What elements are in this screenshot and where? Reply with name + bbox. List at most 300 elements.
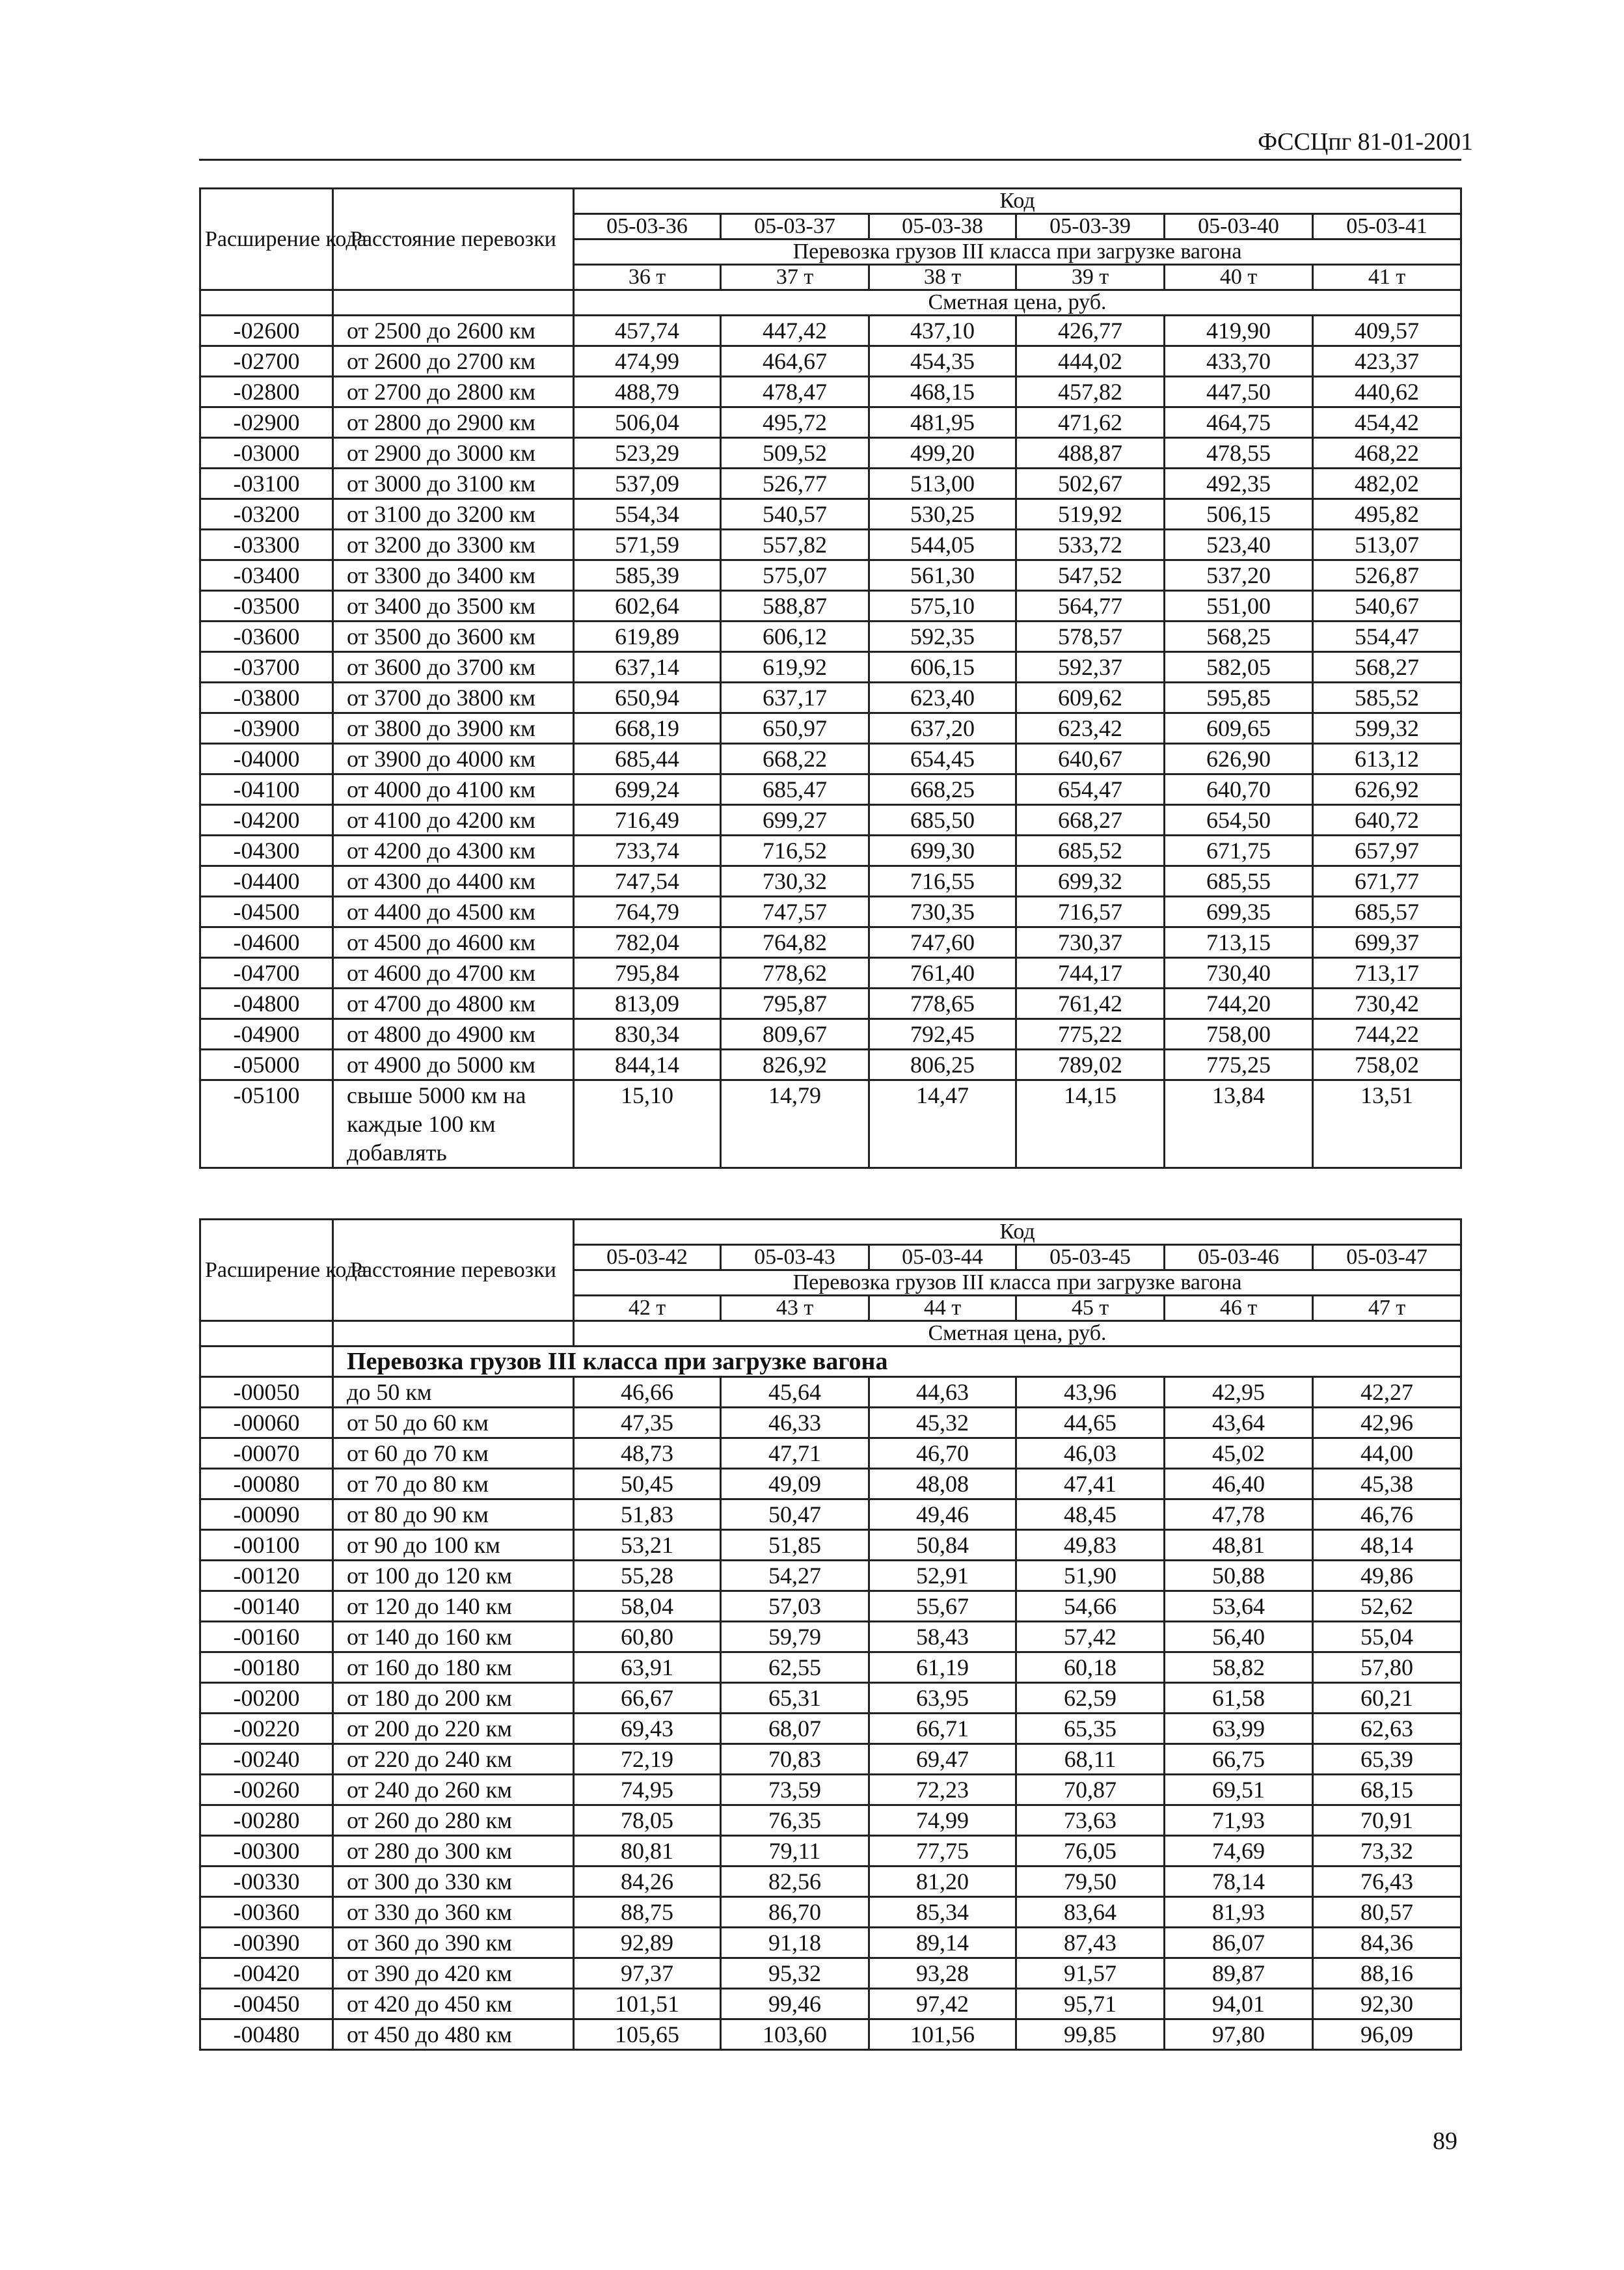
column-header-distance: Расстояние перевозки xyxy=(333,189,574,290)
price-label: Сметная цена, руб. xyxy=(574,290,1461,316)
tonnage-header: 42 т xyxy=(574,1296,721,1321)
price-cell: 685,50 xyxy=(869,805,1016,836)
price-cell: 58,04 xyxy=(574,1591,721,1622)
price-cell: 53,21 xyxy=(574,1530,721,1561)
price-cell: 540,67 xyxy=(1313,591,1461,622)
price-cell: 45,32 xyxy=(869,1408,1016,1438)
price-cell: 88,16 xyxy=(1313,1958,1461,1989)
price-cell: 73,63 xyxy=(1016,1805,1165,1836)
row-distance: от 180 до 200 км xyxy=(333,1683,574,1714)
header-row xyxy=(200,189,1461,214)
price-cell: 744,20 xyxy=(1165,989,1313,1019)
section-title: Перевозка грузов III класса при загрузке вагона xyxy=(333,1347,1461,1377)
price-cell: 55,04 xyxy=(1313,1622,1461,1652)
price-cell: 77,75 xyxy=(869,1836,1016,1867)
table-row xyxy=(200,1469,1461,1499)
table-row xyxy=(200,1805,1461,1836)
price-cell: 478,47 xyxy=(721,377,869,407)
price-cell: 70,91 xyxy=(1313,1805,1461,1836)
price-cell: 561,30 xyxy=(869,560,1016,591)
price-cell: 640,70 xyxy=(1165,774,1313,805)
table-row xyxy=(200,836,1461,866)
row-code: -05000 xyxy=(200,1050,333,1080)
row-code: -00300 xyxy=(200,1836,333,1867)
price-cell: 602,64 xyxy=(574,591,721,622)
price-cell: 72,23 xyxy=(869,1775,1016,1805)
row-code: -00080 xyxy=(200,1469,333,1499)
price-cell: 103,60 xyxy=(721,2019,869,2050)
row-distance: от 280 до 300 км xyxy=(333,1836,574,1867)
price-cell: 60,18 xyxy=(1016,1652,1165,1683)
table-row xyxy=(200,1989,1461,2019)
tonnage-header: 36 т xyxy=(574,265,721,290)
price-cell: 637,14 xyxy=(574,652,721,683)
price-cell: 73,32 xyxy=(1313,1836,1461,1867)
price-cell: 88,75 xyxy=(574,1897,721,1928)
row-code: -04200 xyxy=(200,805,333,836)
price-cell: 76,05 xyxy=(1016,1836,1165,1867)
price-cell: 716,55 xyxy=(869,866,1016,897)
price-cell: 623,40 xyxy=(869,683,1016,713)
price-cell: 699,32 xyxy=(1016,866,1165,897)
row-code: -00420 xyxy=(200,1958,333,1989)
price-cell: 66,71 xyxy=(869,1714,1016,1744)
price-cell: 551,00 xyxy=(1165,591,1313,622)
column-header-kod: Код xyxy=(574,189,1461,214)
price-cell: 101,51 xyxy=(574,1989,721,2019)
table-row xyxy=(200,927,1461,958)
row-distance: свыше 5000 км на каждые 100 км добавлять xyxy=(333,1080,574,1168)
row-distance: от 120 до 140 км xyxy=(333,1591,574,1622)
row-code: -04700 xyxy=(200,958,333,989)
price-cell: 50,84 xyxy=(869,1530,1016,1561)
price-cell: 637,20 xyxy=(869,713,1016,744)
price-cell: 60,21 xyxy=(1313,1683,1461,1714)
price-cell: 56,40 xyxy=(1165,1622,1313,1652)
table-row xyxy=(200,1836,1461,1867)
price-cell: 474,99 xyxy=(574,346,721,377)
row-distance: от 4600 до 4700 км xyxy=(333,958,574,989)
price-cell: 609,62 xyxy=(1016,683,1165,713)
price-table-1 xyxy=(199,187,1462,1169)
row-code: -00280 xyxy=(200,1805,333,1836)
price-cell: 47,71 xyxy=(721,1438,869,1469)
price-cell: 464,75 xyxy=(1165,407,1313,438)
price-cell: 105,65 xyxy=(574,2019,721,2050)
price-cell: 51,85 xyxy=(721,1530,869,1561)
table-row xyxy=(200,1714,1461,1744)
row-code: -00360 xyxy=(200,1897,333,1928)
price-cell: 454,42 xyxy=(1313,407,1461,438)
row-distance: от 420 до 450 км xyxy=(333,1989,574,2019)
price-cell: 44,65 xyxy=(1016,1408,1165,1438)
row-code: -00390 xyxy=(200,1928,333,1958)
price-cell: 68,15 xyxy=(1313,1775,1461,1805)
price-cell: 99,85 xyxy=(1016,2019,1165,2050)
price-cell: 85,34 xyxy=(869,1897,1016,1928)
price-cell: 97,42 xyxy=(869,1989,1016,2019)
row-distance: от 200 до 220 км xyxy=(333,1714,574,1744)
price-cell: 69,51 xyxy=(1165,1775,1313,1805)
price-cell: 585,39 xyxy=(574,560,721,591)
price-cell: 668,27 xyxy=(1016,805,1165,836)
price-cell: 495,82 xyxy=(1313,499,1461,530)
table-row xyxy=(200,774,1461,805)
row-distance: от 4700 до 4800 км xyxy=(333,989,574,1019)
price-cell: 76,43 xyxy=(1313,1867,1461,1897)
price-cell: 63,99 xyxy=(1165,1714,1313,1744)
row-code: -04900 xyxy=(200,1019,333,1050)
price-cell: 78,05 xyxy=(574,1805,721,1836)
table-row xyxy=(200,1897,1461,1928)
price-cell: 96,09 xyxy=(1313,2019,1461,2050)
row-distance: до 50 км xyxy=(333,1377,574,1408)
section-row xyxy=(200,1347,1461,1377)
price-cell: 650,97 xyxy=(721,713,869,744)
price-cell: 433,70 xyxy=(1165,346,1313,377)
price-cell: 657,97 xyxy=(1313,836,1461,866)
row-code: -00480 xyxy=(200,2019,333,2050)
row-code: -04800 xyxy=(200,989,333,1019)
blank-cell xyxy=(200,1321,333,1347)
price-cell: 50,88 xyxy=(1165,1561,1313,1591)
price-cell: 699,24 xyxy=(574,774,721,805)
price-cell: 626,90 xyxy=(1165,744,1313,774)
row-code: -00330 xyxy=(200,1867,333,1897)
row-code: -03500 xyxy=(200,591,333,622)
price-cell: 671,75 xyxy=(1165,836,1313,866)
price-cell: 58,82 xyxy=(1165,1652,1313,1683)
code-header: 05-03-43 xyxy=(721,1245,869,1270)
price-cell: 46,70 xyxy=(869,1438,1016,1469)
row-distance: от 450 до 480 км xyxy=(333,2019,574,2050)
header-rule xyxy=(199,159,1461,161)
table-row xyxy=(200,591,1461,622)
price-cell: 78,14 xyxy=(1165,1867,1313,1897)
price-cell: 49,83 xyxy=(1016,1530,1165,1561)
price-cell: 499,20 xyxy=(869,438,1016,469)
price-cell: 71,93 xyxy=(1165,1805,1313,1836)
row-distance: от 220 до 240 км xyxy=(333,1744,574,1775)
table-row xyxy=(200,316,1461,346)
price-cell: 523,29 xyxy=(574,438,721,469)
tonnage-header: 43 т xyxy=(721,1296,869,1321)
price-cell: 540,57 xyxy=(721,499,869,530)
price-cell: 69,47 xyxy=(869,1744,1016,1775)
price-cell: 76,35 xyxy=(721,1805,869,1836)
price-cell: 782,04 xyxy=(574,927,721,958)
price-cell: 95,71 xyxy=(1016,1989,1165,2019)
row-code: -04400 xyxy=(200,866,333,897)
price-cell: 778,65 xyxy=(869,989,1016,1019)
table-row xyxy=(200,1744,1461,1775)
price-cell: 526,77 xyxy=(721,469,869,499)
row-distance: от 140 до 160 км xyxy=(333,1622,574,1652)
row-distance: от 4000 до 4100 км xyxy=(333,774,574,805)
row-code: -00260 xyxy=(200,1775,333,1805)
price-cell: 454,35 xyxy=(869,346,1016,377)
price-cell: 66,67 xyxy=(574,1683,721,1714)
row-distance: от 3800 до 3900 км xyxy=(333,713,574,744)
code-header: 05-03-38 xyxy=(869,214,1016,239)
price-cell: 468,22 xyxy=(1313,438,1461,469)
price-cell: 685,44 xyxy=(574,744,721,774)
row-distance: от 2600 до 2700 км xyxy=(333,346,574,377)
price-cell: 730,42 xyxy=(1313,989,1461,1019)
table-row xyxy=(200,1591,1461,1622)
price-cell: 83,64 xyxy=(1016,1897,1165,1928)
row-code: -03600 xyxy=(200,622,333,652)
blank-cell xyxy=(200,1347,333,1377)
price-cell: 716,49 xyxy=(574,805,721,836)
header-row-price xyxy=(200,1321,1461,1347)
price-cell: 775,22 xyxy=(1016,1019,1165,1050)
row-distance: от 260 до 280 км xyxy=(333,1805,574,1836)
row-distance: от 90 до 100 км xyxy=(333,1530,574,1561)
price-cell: 575,07 xyxy=(721,560,869,591)
row-code: -00090 xyxy=(200,1499,333,1530)
table-row xyxy=(200,2019,1461,2050)
price-cell: 69,43 xyxy=(574,1714,721,1744)
row-code: -04600 xyxy=(200,927,333,958)
price-cell: 84,36 xyxy=(1313,1928,1461,1958)
price-cell: 82,56 xyxy=(721,1867,869,1897)
row-code: -00140 xyxy=(200,1591,333,1622)
code-header: 05-03-46 xyxy=(1165,1245,1313,1270)
price-cell: 54,66 xyxy=(1016,1591,1165,1622)
price-cell: 80,81 xyxy=(574,1836,721,1867)
table-row xyxy=(200,1050,1461,1080)
price-cell: 764,79 xyxy=(574,897,721,927)
row-code: -05100 xyxy=(200,1080,333,1168)
row-distance: от 4200 до 4300 км xyxy=(333,836,574,866)
price-cell: 640,67 xyxy=(1016,744,1165,774)
table-row xyxy=(200,1683,1461,1714)
row-distance: от 390 до 420 км xyxy=(333,1958,574,1989)
price-cell: 778,62 xyxy=(721,958,869,989)
price-cell: 495,72 xyxy=(721,407,869,438)
price-cell: 93,28 xyxy=(869,1958,1016,1989)
price-cell: 671,77 xyxy=(1313,866,1461,897)
price-cell: 844,14 xyxy=(574,1050,721,1080)
row-code: -03900 xyxy=(200,713,333,744)
price-cell: 730,35 xyxy=(869,897,1016,927)
table-row xyxy=(200,713,1461,744)
row-distance: от 3900 до 4000 км xyxy=(333,744,574,774)
price-label: Сметная цена, руб. xyxy=(574,1321,1461,1347)
price-cell: 46,40 xyxy=(1165,1469,1313,1499)
price-cell: 585,52 xyxy=(1313,683,1461,713)
price-cell: 654,45 xyxy=(869,744,1016,774)
row-code: -03000 xyxy=(200,438,333,469)
code-header: 05-03-42 xyxy=(574,1245,721,1270)
price-cell: 74,99 xyxy=(869,1805,1016,1836)
price-cell: 68,07 xyxy=(721,1714,869,1744)
row-code: -03200 xyxy=(200,499,333,530)
price-cell: 47,41 xyxy=(1016,1469,1165,1499)
page-number: 89 xyxy=(1433,2127,1457,2155)
price-cell: 699,35 xyxy=(1165,897,1313,927)
price-cell: 84,26 xyxy=(574,1867,721,1897)
table-row xyxy=(200,744,1461,774)
price-cell: 48,14 xyxy=(1313,1530,1461,1561)
price-cell: 623,42 xyxy=(1016,713,1165,744)
price-cell: 60,80 xyxy=(574,1622,721,1652)
tonnage-header: 39 т xyxy=(1016,265,1165,290)
price-cell: 747,54 xyxy=(574,866,721,897)
price-cell: 73,59 xyxy=(721,1775,869,1805)
price-cell: 79,11 xyxy=(721,1836,869,1867)
price-cell: 506,04 xyxy=(574,407,721,438)
price-cell: 65,39 xyxy=(1313,1744,1461,1775)
price-cell: 640,72 xyxy=(1313,805,1461,836)
row-distance: от 3300 до 3400 км xyxy=(333,560,574,591)
price-cell: 592,37 xyxy=(1016,652,1165,683)
price-cell: 492,35 xyxy=(1165,469,1313,499)
price-cell: 42,96 xyxy=(1313,1408,1461,1438)
table-row xyxy=(200,1867,1461,1897)
price-cell: 533,72 xyxy=(1016,530,1165,560)
tonnage-header: 44 т xyxy=(869,1296,1016,1321)
price-cell: 45,38 xyxy=(1313,1469,1461,1499)
price-cell: 72,19 xyxy=(574,1744,721,1775)
row-code: -00180 xyxy=(200,1652,333,1683)
price-cell: 70,83 xyxy=(721,1744,869,1775)
header-row-price xyxy=(200,290,1461,316)
price-cell: 444,02 xyxy=(1016,346,1165,377)
price-cell: 730,37 xyxy=(1016,927,1165,958)
price-cell: 575,10 xyxy=(869,591,1016,622)
price-cell: 46,66 xyxy=(574,1377,721,1408)
price-cell: 91,18 xyxy=(721,1928,869,1958)
price-cell: 468,15 xyxy=(869,377,1016,407)
price-cell: 530,25 xyxy=(869,499,1016,530)
row-code: -02900 xyxy=(200,407,333,438)
price-cell: 789,02 xyxy=(1016,1050,1165,1080)
row-code: -00100 xyxy=(200,1530,333,1561)
row-code: -00160 xyxy=(200,1622,333,1652)
price-cell: 49,09 xyxy=(721,1469,869,1499)
price-cell: 716,57 xyxy=(1016,897,1165,927)
price-cell: 62,59 xyxy=(1016,1683,1165,1714)
row-code: -00240 xyxy=(200,1744,333,1775)
price-cell: 547,52 xyxy=(1016,560,1165,591)
price-cell: 68,11 xyxy=(1016,1744,1165,1775)
price-cell: 481,95 xyxy=(869,407,1016,438)
price-cell: 699,37 xyxy=(1313,927,1461,958)
price-cell: 582,05 xyxy=(1165,652,1313,683)
code-header: 05-03-44 xyxy=(869,1245,1016,1270)
price-cell: 685,47 xyxy=(721,774,869,805)
table-row xyxy=(200,1775,1461,1805)
row-code: -04500 xyxy=(200,897,333,927)
column-header-extension: Расширение кода xyxy=(200,189,333,290)
table-row xyxy=(200,1530,1461,1561)
price-cell: 86,07 xyxy=(1165,1928,1313,1958)
price-cell: 744,17 xyxy=(1016,958,1165,989)
price-cell: 744,22 xyxy=(1313,1019,1461,1050)
row-code: -00060 xyxy=(200,1408,333,1438)
table-row xyxy=(200,346,1461,377)
price-cell: 813,09 xyxy=(574,989,721,1019)
price-cell: 14,79 xyxy=(721,1080,869,1168)
price-cell: 713,15 xyxy=(1165,927,1313,958)
tonnage-header: 47 т xyxy=(1313,1296,1461,1321)
table-row xyxy=(200,499,1461,530)
row-distance: от 2700 до 2800 км xyxy=(333,377,574,407)
price-cell: 747,57 xyxy=(721,897,869,927)
price-cell: 13,51 xyxy=(1313,1080,1461,1168)
price-cell: 59,79 xyxy=(721,1622,869,1652)
price-cell: 650,94 xyxy=(574,683,721,713)
price-cell: 526,87 xyxy=(1313,560,1461,591)
code-header: 05-03-39 xyxy=(1016,214,1165,239)
price-cell: 81,20 xyxy=(869,1867,1016,1897)
row-distance: от 4500 до 4600 км xyxy=(333,927,574,958)
table-row xyxy=(200,897,1461,927)
price-cell: 792,45 xyxy=(869,1019,1016,1050)
table-row xyxy=(200,1080,1461,1168)
blank-cell xyxy=(333,290,574,316)
price-cell: 51,90 xyxy=(1016,1561,1165,1591)
table-row xyxy=(200,1652,1461,1683)
price-cell: 15,10 xyxy=(574,1080,721,1168)
price-cell: 89,14 xyxy=(869,1928,1016,1958)
price-cell: 599,32 xyxy=(1313,713,1461,744)
price-cell: 97,37 xyxy=(574,1958,721,1989)
table-row xyxy=(200,683,1461,713)
table-row xyxy=(200,1019,1461,1050)
price-cell: 44,63 xyxy=(869,1377,1016,1408)
price-cell: 94,01 xyxy=(1165,1989,1313,2019)
price-cell: 619,92 xyxy=(721,652,869,683)
row-distance: от 3100 до 3200 км xyxy=(333,499,574,530)
price-cell: 91,57 xyxy=(1016,1958,1165,1989)
price-cell: 45,02 xyxy=(1165,1438,1313,1469)
row-code: -04100 xyxy=(200,774,333,805)
price-cell: 626,92 xyxy=(1313,774,1461,805)
price-cell: 65,35 xyxy=(1016,1714,1165,1744)
row-distance: от 300 до 330 км xyxy=(333,1867,574,1897)
price-cell: 609,65 xyxy=(1165,713,1313,744)
tonnage-header: 37 т xyxy=(721,265,869,290)
column-header-kod: Код xyxy=(574,1220,1461,1245)
price-cell: 457,82 xyxy=(1016,377,1165,407)
table-1-body xyxy=(200,189,1461,1168)
row-distance: от 4300 до 4400 км xyxy=(333,866,574,897)
price-cell: 49,86 xyxy=(1313,1561,1461,1591)
row-distance: от 330 до 360 км xyxy=(333,1897,574,1928)
row-distance: от 240 до 260 км xyxy=(333,1775,574,1805)
price-cell: 447,50 xyxy=(1165,377,1313,407)
price-cell: 478,55 xyxy=(1165,438,1313,469)
code-header: 05-03-36 xyxy=(574,214,721,239)
price-cell: 57,80 xyxy=(1313,1652,1461,1683)
price-cell: 48,45 xyxy=(1016,1499,1165,1530)
row-distance: от 60 до 70 км xyxy=(333,1438,574,1469)
price-cell: 14,47 xyxy=(869,1080,1016,1168)
row-distance: от 80 до 90 км xyxy=(333,1499,574,1530)
row-code: -03700 xyxy=(200,652,333,683)
price-cell: 48,08 xyxy=(869,1469,1016,1499)
table-2-body xyxy=(200,1220,1461,2050)
blank-cell xyxy=(333,1321,574,1347)
table-row xyxy=(200,560,1461,591)
row-code: -04000 xyxy=(200,744,333,774)
price-cell: 42,27 xyxy=(1313,1377,1461,1408)
price-cell: 668,22 xyxy=(721,744,869,774)
price-cell: 668,19 xyxy=(574,713,721,744)
